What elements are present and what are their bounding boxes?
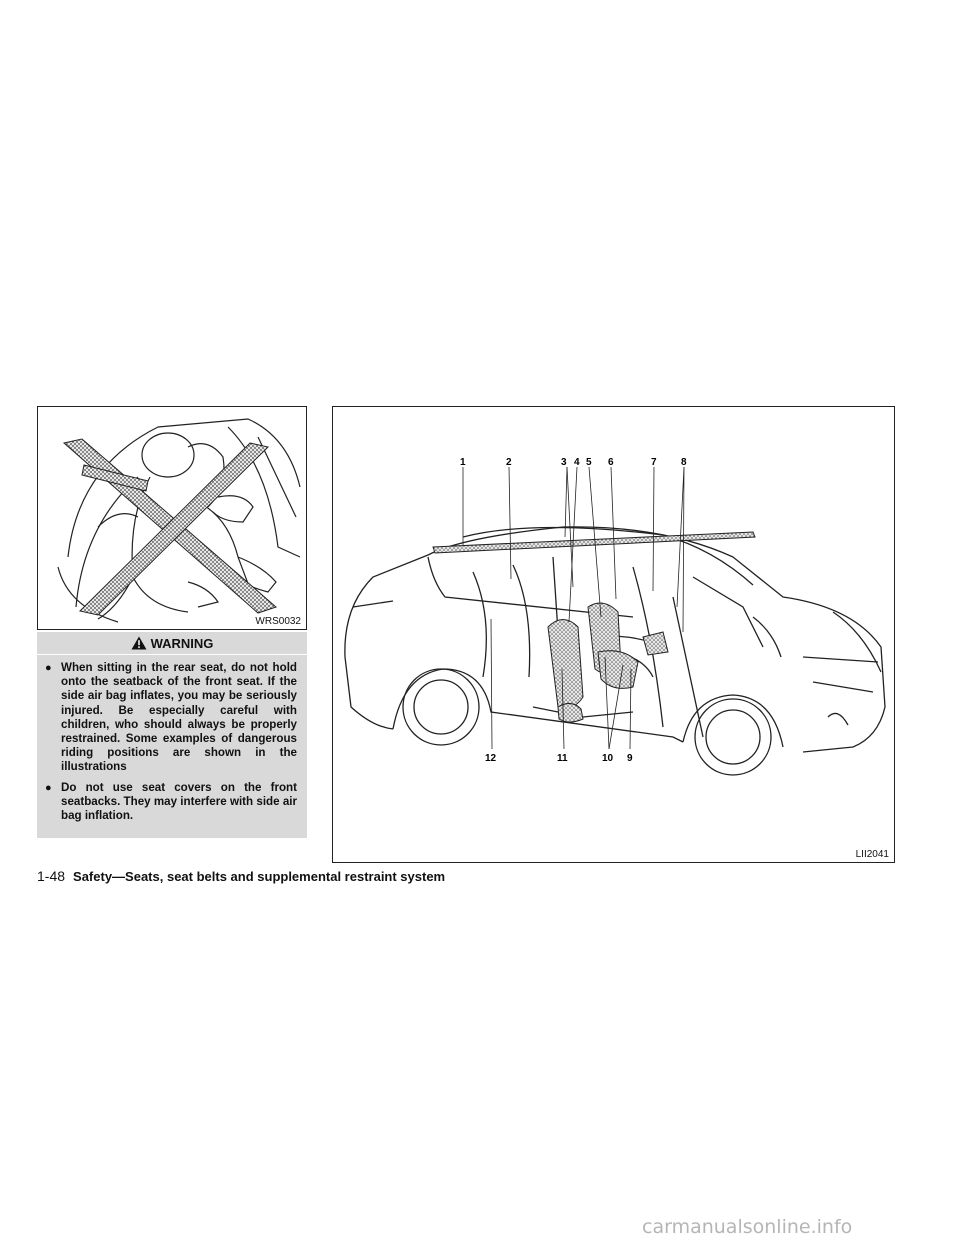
callout-8: 8 — [681, 457, 687, 468]
warning-box — [37, 632, 307, 838]
rear-seat-drawing — [38, 407, 306, 629]
car-cutaway-drawing — [333, 407, 894, 862]
callout-1: 1 — [460, 457, 466, 468]
warning-list — [37, 655, 307, 823]
warning-item-text: Do not use seat covers on the front seatbacks. They may interfere with side air bag inflation. — [61, 780, 297, 823]
callout-9: 9 — [627, 753, 633, 764]
section-title: Safety—Seats, seat belts and supplemental restraint system — [73, 869, 446, 884]
watermark: carmanualsonline.info — [642, 1216, 853, 1238]
callout-11: 11 — [557, 753, 568, 764]
page-footer — [37, 868, 445, 884]
callout-10: 10 — [602, 753, 614, 764]
warning-triangle-icon — [131, 636, 147, 650]
callout-3: 3 — [561, 457, 567, 468]
warning-item — [45, 661, 297, 775]
figure-code: WRS0032 — [255, 616, 301, 627]
callout-6: 6 — [608, 457, 614, 468]
callout-2: 2 — [506, 457, 512, 468]
airbag-shapes — [433, 532, 755, 722]
warning-header — [37, 632, 307, 655]
warning-title: WARNING — [150, 635, 214, 651]
callout-4: 4 — [574, 457, 580, 468]
callout-7: 7 — [651, 457, 657, 468]
page-number: 1-48 — [37, 868, 66, 884]
callout-5: 5 — [586, 457, 592, 468]
airbag-locations-illustration — [332, 406, 895, 863]
figure-code: LII2041 — [855, 849, 889, 860]
rear-seat-illustration — [37, 406, 307, 630]
bullet-icon: ● — [45, 662, 52, 674]
callout-12: 12 — [485, 753, 497, 764]
warning-item-text: When sitting in the rear seat, do not hold onto the seatback of the front seat. If the side air bag inflates, you may be seriously injured. Be especially careful with children, who should always be properly restrained. Some examples of dangerous riding positions are shown in the illustrations — [61, 661, 297, 774]
bullet-icon: ● — [45, 781, 52, 794]
warning-item — [45, 781, 297, 824]
